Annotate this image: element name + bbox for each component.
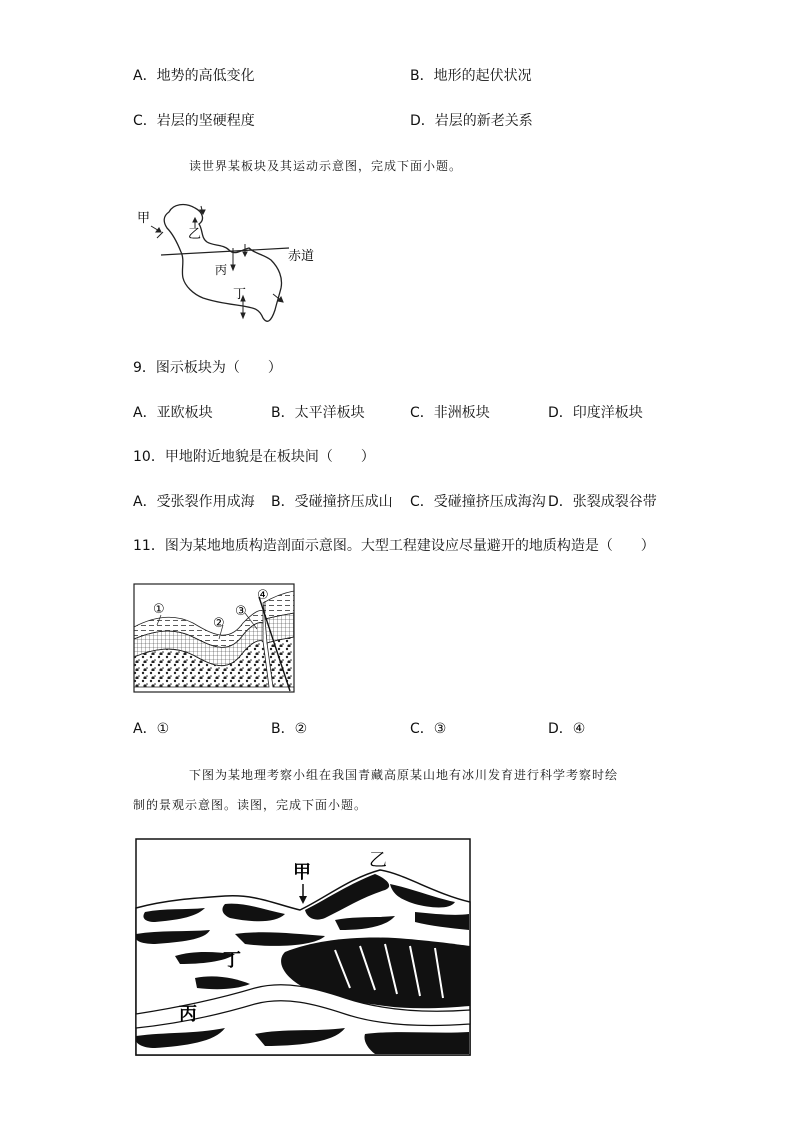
q10-option-c[interactable]: C．受碰撞挤压成海沟 (410, 494, 546, 510)
q10-option-d[interactable]: D．张裂成裂谷带 (548, 494, 657, 510)
label-1: ① (153, 602, 165, 617)
q9-option-b[interactable]: B．太平洋板块 (271, 405, 365, 421)
label-jia: 甲 (293, 862, 311, 883)
q10-option-a[interactable]: A．受张裂作用成海 (133, 494, 255, 510)
label-equator: 赤道 (288, 249, 315, 264)
q10-option-b[interactable]: B．受碰撞挤压成山 (271, 494, 393, 510)
plate-map-figure (133, 198, 333, 328)
q9-option-a[interactable]: A．亚欧板块 (133, 405, 213, 421)
q9-stem: 9．图示板块为（ ） (133, 360, 282, 376)
label-bing: 丙 (179, 1004, 197, 1025)
label-yi: 乙 (369, 850, 387, 871)
q11-option-c[interactable]: C．③ (410, 721, 447, 737)
label-2: ② (213, 616, 225, 631)
prev-option-d[interactable]: D．岩层的新老关系 (410, 113, 533, 129)
prev-option-b[interactable]: B．地形的起伏状况 (410, 68, 532, 84)
label-ding: 丁 (223, 950, 241, 971)
q9-option-d[interactable]: D．印度洋板块 (548, 405, 643, 421)
label-jia: 甲 (137, 211, 151, 226)
q10-stem: 10．甲地附近地貌是在板块间（ ） (133, 449, 375, 465)
label-ding: 丁 (233, 287, 247, 302)
label-yi: 乙 (188, 227, 202, 242)
q11-option-a[interactable]: A．① (133, 721, 170, 737)
label-bing: 丙 (215, 263, 228, 277)
intro-plate-map: 读世界某板块及其运动示意图，完成下面小题。 (189, 159, 463, 173)
intro-landscape-line1: 下图为某地理考察小组在我国青藏高原某山地有冰川发育进行科学考察时绘 (189, 768, 619, 782)
label-3: ③ (235, 604, 247, 619)
geologic-section-figure (133, 583, 295, 693)
intro-landscape-line2: 制的景观示意图。读图，完成下面小题。 (133, 798, 368, 812)
q9-option-c[interactable]: C．非洲板块 (410, 405, 490, 421)
prev-option-a[interactable]: A．地势的高低变化 (133, 68, 255, 84)
q11-option-d[interactable]: D．④ (548, 721, 586, 737)
prev-option-c[interactable]: C．岩层的坚硬程度 (133, 113, 255, 129)
label-4: ④ (257, 588, 269, 603)
q11-option-b[interactable]: B．② (271, 721, 308, 737)
glacier-landscape-figure (135, 838, 471, 1056)
q11-stem: 11．图为某地地质构造剖面示意图。大型工程建设应尽量避开的地质构造是（ ） (133, 538, 655, 554)
